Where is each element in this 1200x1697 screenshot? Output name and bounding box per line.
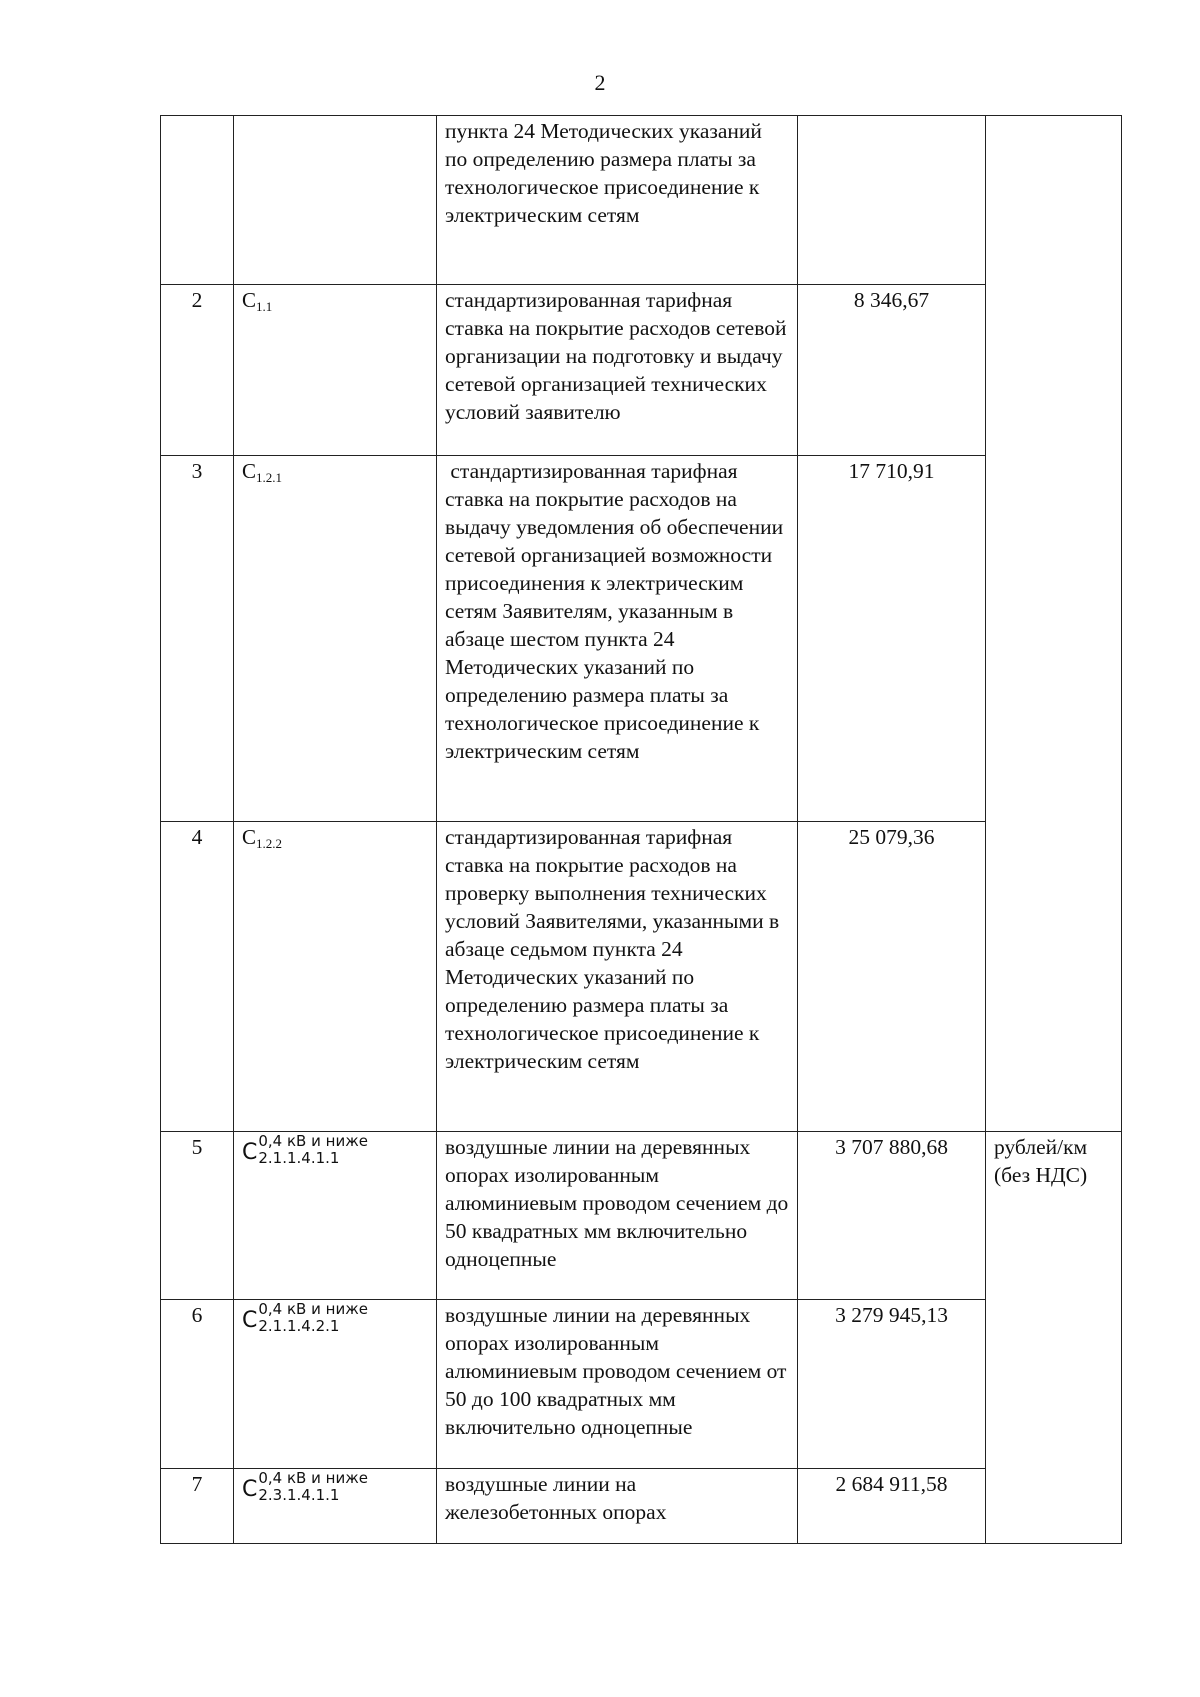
table-row: [161, 285, 1122, 456]
row-number-cell: 3: [161, 456, 234, 822]
tariff-symbol: C 0,4 кВ и ниже 2.3.1.4.1.1: [242, 1469, 368, 1504]
value-cell: 25 079,36: [798, 822, 986, 1132]
description-cell: стандартизированная тарифная ставка на покрытие расходов сетевой организации на подготовку и выдачу сетевой организацией технических условий заявителю: [437, 285, 798, 456]
tariff-symbol: C 0,4 кВ и ниже 2.1.1.4.2.1: [242, 1300, 368, 1335]
value-cell: 3 279 945,13: [798, 1300, 986, 1469]
symbol-cell: [234, 116, 437, 285]
row-number-cell: 6: [161, 1300, 234, 1469]
table-row: [161, 1469, 1122, 1544]
row-number-cell: 7: [161, 1469, 234, 1544]
row-number-cell: 5: [161, 1132, 234, 1300]
tariff-symbol: С1.2.2: [242, 825, 283, 851]
value-cell: 8 346,67: [798, 285, 986, 456]
description-cell: пункта 24 Методических указаний по определению размера платы за технологическое присоединение к электрическим сетям: [437, 116, 798, 285]
unit-cell-empty: [986, 116, 1122, 1132]
description-cell: воздушные линии на деревянных опорах изолированным алюминиевым проводом сечением от 50 до 100 квадратных мм включительно одноцепные: [437, 1300, 798, 1469]
tariff-symbol: C 0,4 кВ и ниже 2.1.1.4.1.1: [242, 1132, 368, 1167]
table-row: [161, 116, 1122, 285]
value-cell: 2 684 911,58: [798, 1469, 986, 1544]
tariff-table: [160, 115, 1122, 1544]
value-cell: 17 710,91: [798, 456, 986, 822]
symbol-cell: [234, 1469, 437, 1544]
value-cell: 3 707 880,68: [798, 1132, 986, 1300]
row-number-cell: [161, 116, 234, 285]
tariff-symbol: С1.1: [242, 288, 273, 314]
description-cell: воздушные линии на железобетонных опорах: [437, 1469, 798, 1544]
unit-cell: рублей/км (без НДС): [986, 1132, 1122, 1544]
table-row: [161, 1300, 1122, 1469]
table-row: [161, 456, 1122, 822]
symbol-cell: [234, 1300, 437, 1469]
table-row: [161, 822, 1122, 1132]
value-cell: [798, 116, 986, 285]
symbol-cell: [234, 285, 437, 456]
tariff-symbol: С1.2.1: [242, 459, 283, 485]
description-cell: стандартизированная тарифная ставка на покрытие расходов на выдачу уведомления об обеспечении сетевой организацией возможности присоединения к электрическим сетям Заявителям, указанным в абзаце шестом пункта 24 Методических указаний по определению размера платы за технологическое присоединение к электрическим сетям: [437, 456, 798, 822]
symbol-cell: [234, 456, 437, 822]
symbol-cell: [234, 1132, 437, 1300]
row-number-cell: 2: [161, 285, 234, 456]
page-number: 2: [594, 70, 606, 95]
symbol-cell: [234, 822, 437, 1132]
table-row: [161, 1132, 1122, 1300]
description-cell: воздушные линии на деревянных опорах изолированным алюминиевым проводом сечением до 50 квадратных мм включительно одноцепные: [437, 1132, 798, 1300]
row-number-cell: 4: [161, 822, 234, 1132]
description-cell: стандартизированная тарифная ставка на покрытие расходов на проверку выполнения технических условий Заявителями, указанными в абзаце седьмом пункта 24 Методических указаний по определению размера платы за технологическое присоединение к электрическим сетям: [437, 822, 798, 1132]
